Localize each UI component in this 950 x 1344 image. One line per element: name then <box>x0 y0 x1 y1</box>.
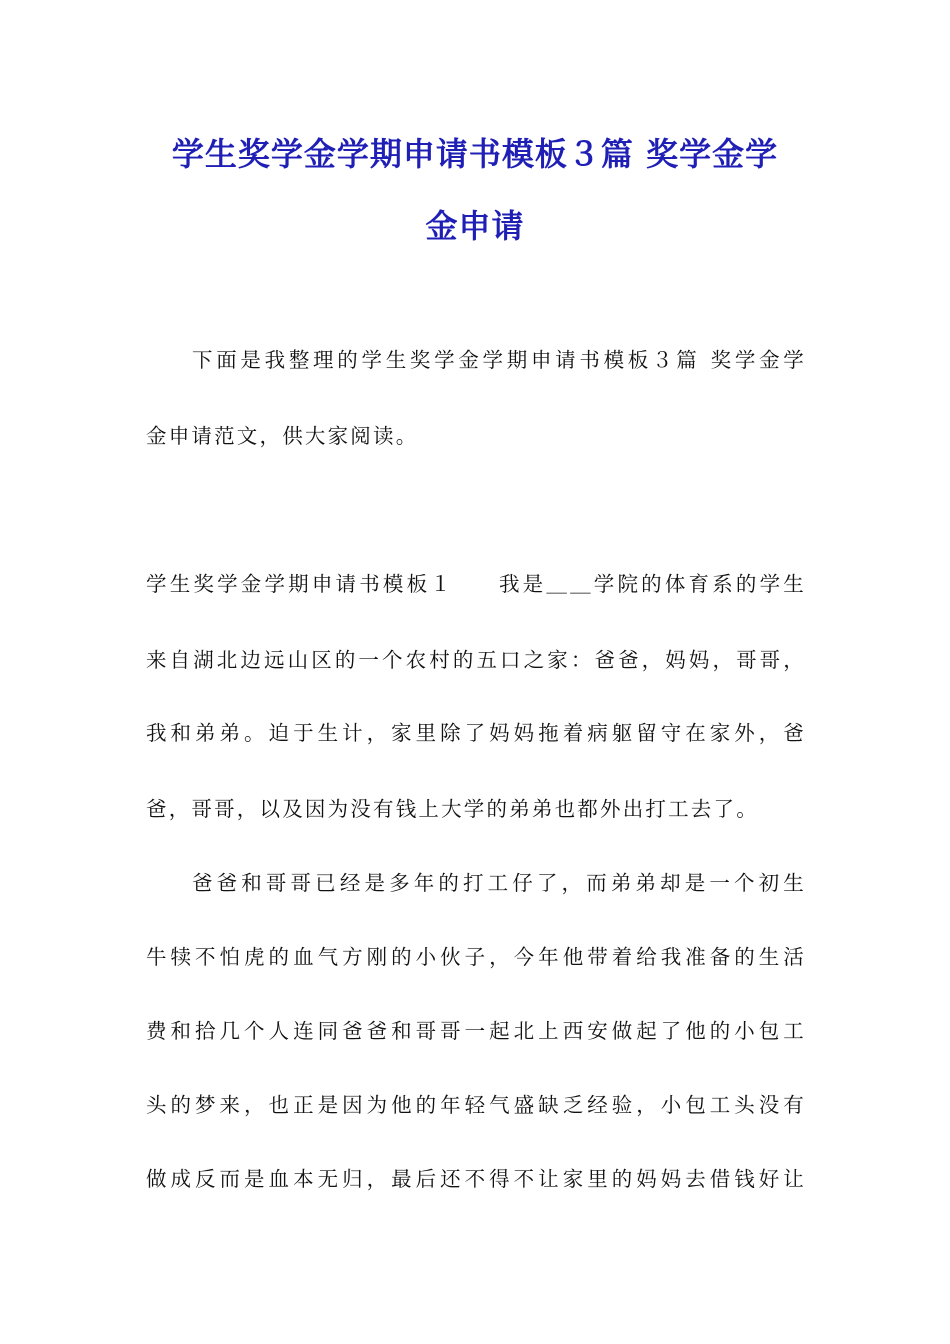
intro-line-2: 金申请范文，供大家阅读。 <box>146 424 419 448</box>
section-1-line-2: 来自湖北边远山区的一个农村的五口之家：爸爸，妈妈，哥哥， <box>146 648 806 672</box>
paragraph-2-line-4: 头的梦来，也正是因为他的年轻气盛缺乏经验，小包工头没有 <box>146 1093 806 1117</box>
section-1-heading: 学生奖学金学期申请书模板１ <box>146 572 454 596</box>
section-1-line-4: 爸，哥哥，以及因为没有钱上大学的弟弟也都外出打工去了。 <box>146 797 759 821</box>
paragraph-2-line-5: 做成反而是血本无归，最后还不得不让家里的妈妈去借钱好让 <box>146 1167 806 1191</box>
section-1-line-3: 我和弟弟。迫于生计，家里除了妈妈拖着病躯留守在家外，爸 <box>146 721 806 745</box>
paragraph-2-line-2: 牛犊不怕虎的血气方刚的小伙子，今年他带着给我准备的生活 <box>146 945 806 969</box>
section-1-line-1-rest: 我是＿＿学院的体育系的学生 <box>498 572 806 596</box>
paragraph-2-line-1: 爸爸和哥哥已经是多年的打工仔了，而弟弟却是一个初生 <box>192 871 806 895</box>
intro-line-1: 下面是我整理的学生奖学金学期申请书模板３篇 奖学金学 <box>192 348 806 372</box>
document-title-line-2: 金申请 <box>425 207 525 245</box>
paragraph-2-line-3: 费和拾几个人连同爸爸和哥哥一起北上西安做起了他的小包工 <box>146 1019 806 1043</box>
section-1-first-line <box>146 569 806 599</box>
document-title-line-1: 学生奖学金学期申请书模板３篇 奖学金学 <box>171 135 779 173</box>
